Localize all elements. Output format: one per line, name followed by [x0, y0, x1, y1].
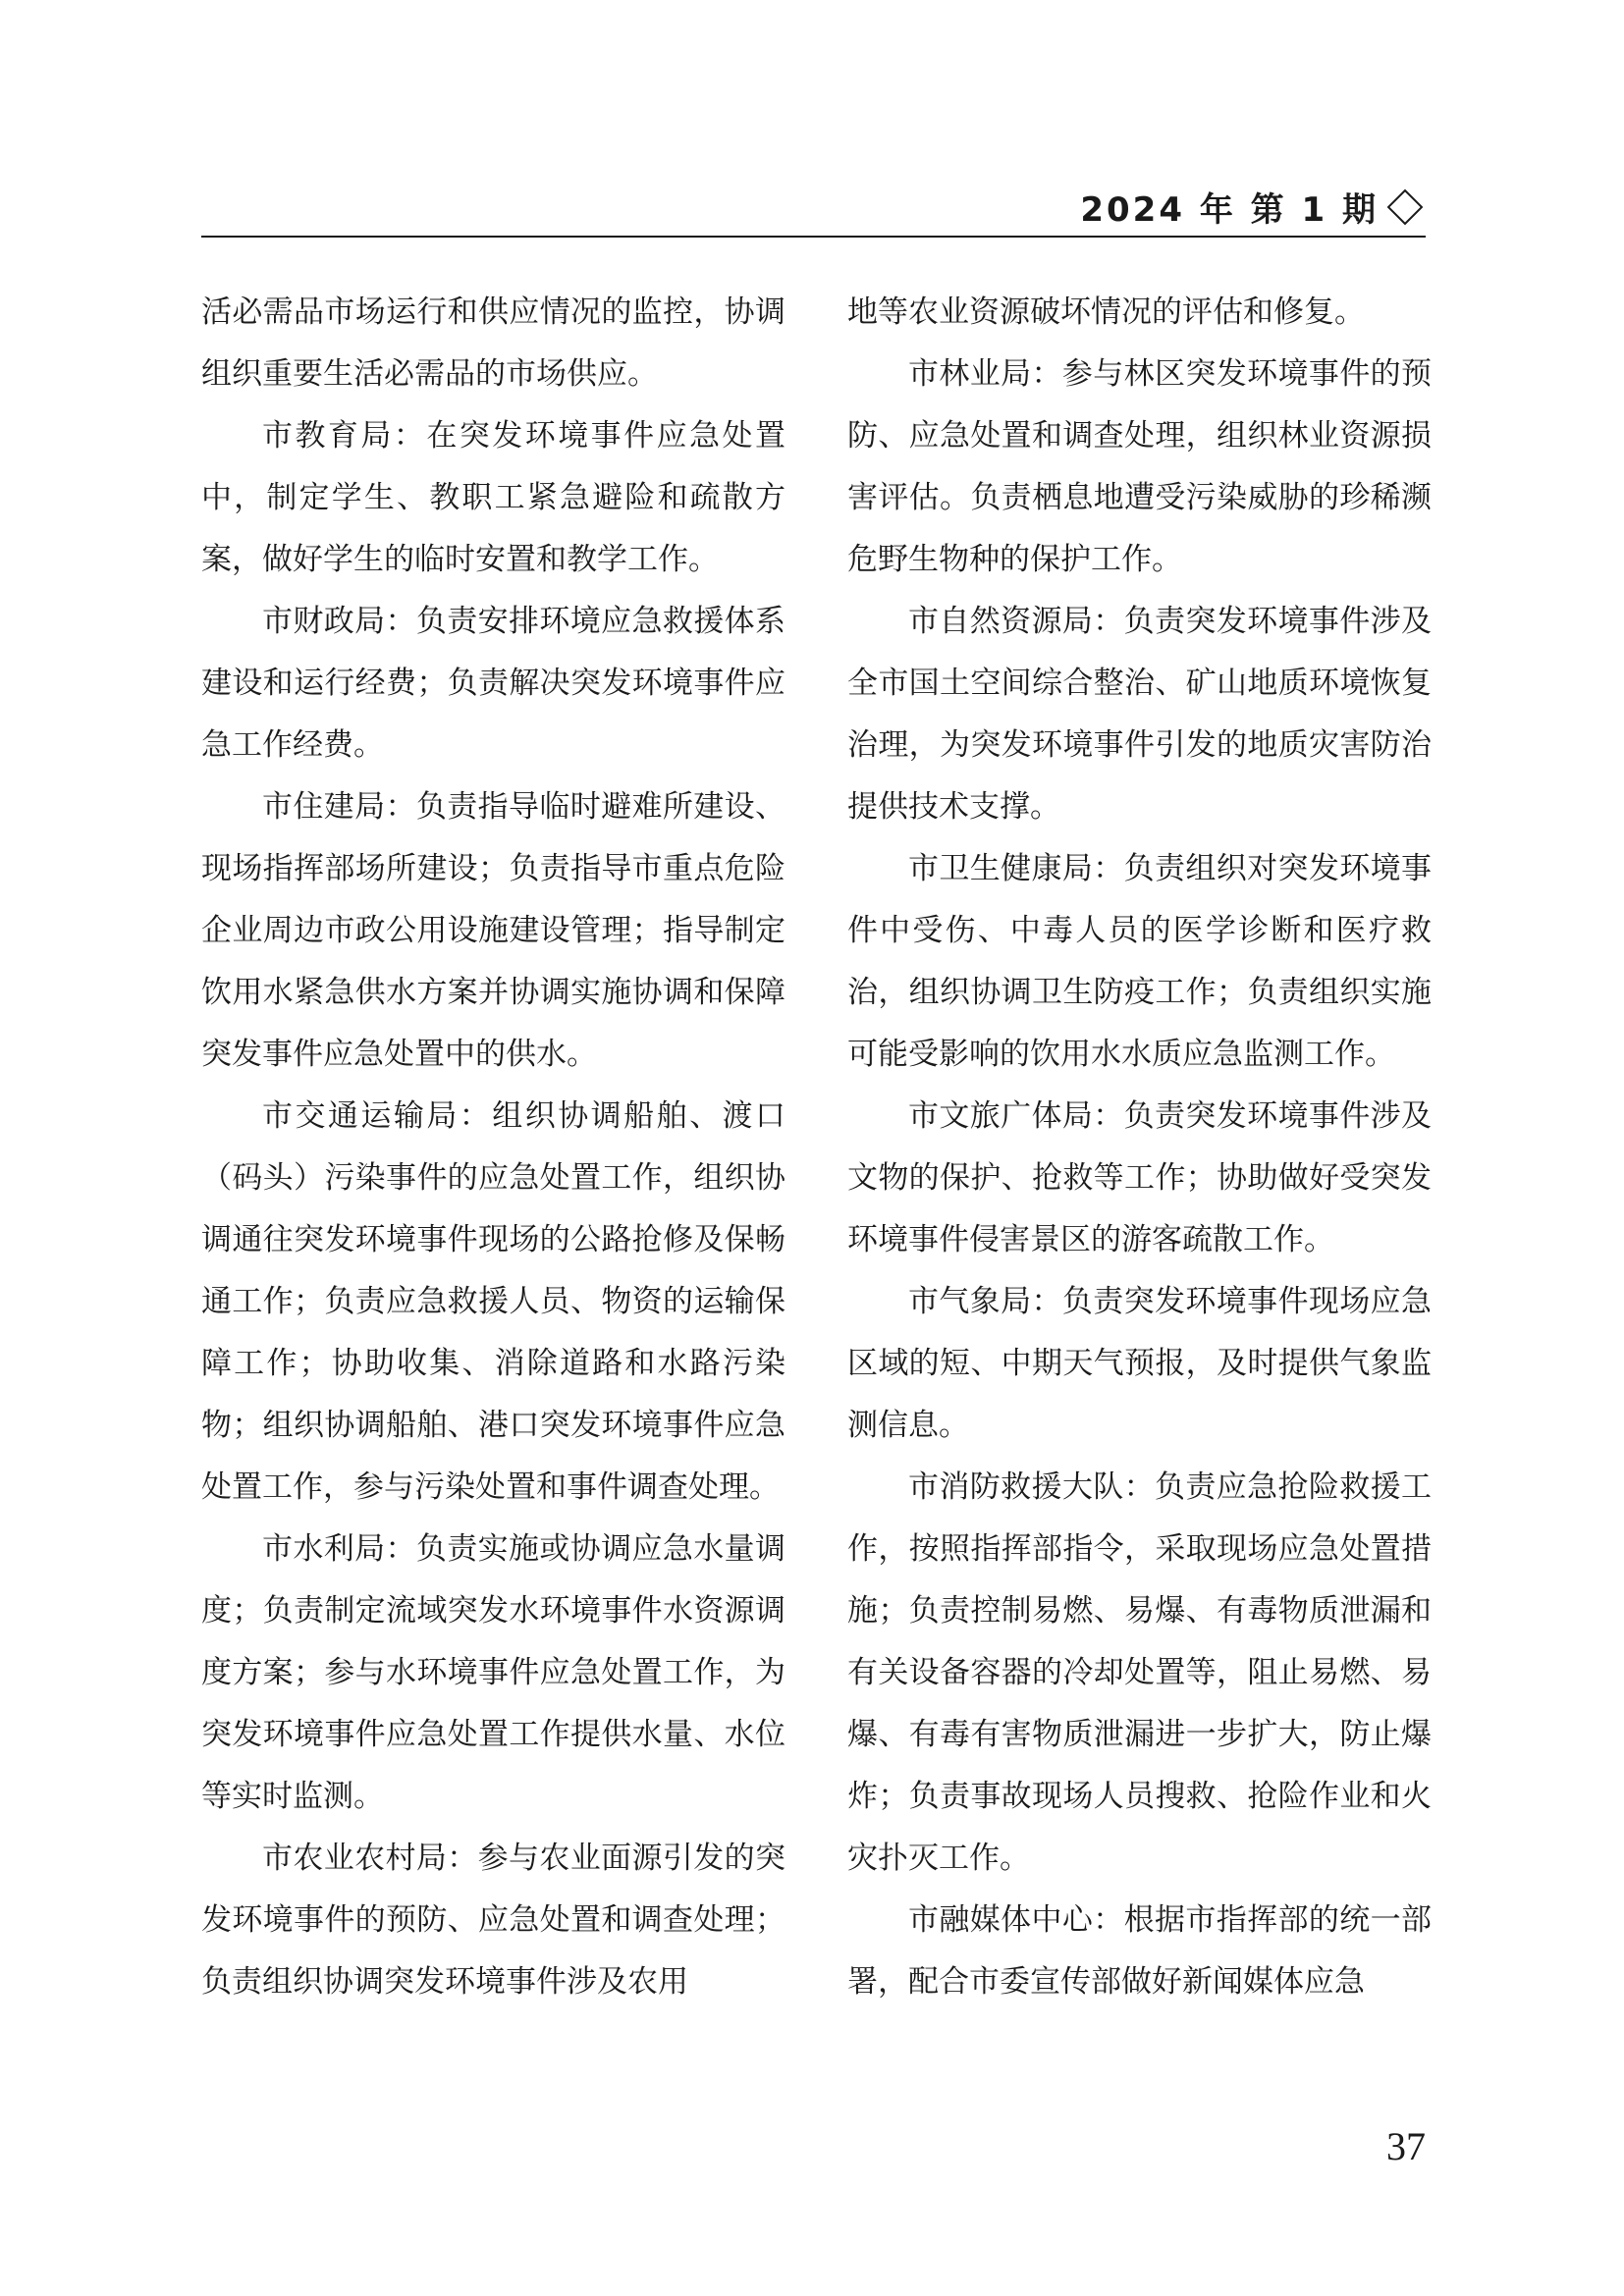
right-column: [847, 282, 1432, 2013]
paragraph: 市水利局：负责实施或协调应急水量调度；负责制定流域突发水环境事件水资源调度方案；参与水环境事件应急处置工作，为突发环境事件应急处置工作提供水量、水位等实时监测。: [201, 1531, 785, 1814]
paragraph: 活必需品市场运行和供应情况的监控，协调组织重要生活必需品的市场供应。: [201, 294, 785, 392]
paragraph: 市气象局：负责突发环境事件现场应急区域的短、中期天气预报，及时提供气象监测信息。: [847, 1284, 1432, 1443]
paragraph: 市融媒体中心：根据市指挥部的统一部署，配合市委宣传部做好新闻媒体应急: [847, 1902, 1432, 2000]
issue-label: [1080, 183, 1426, 231]
paragraph: 市卫生健康局：负责组织对突发环境事件中受伤、中毒人员的医学诊断和医疗救治，组织协调卫生防疫工作；负责组织实施可能受影响的饮用水水质应急监测工作。: [847, 851, 1432, 1072]
paragraph: 市农业农村局：参与农业面源引发的突发环境事件的预防、应急处置和调查处理；负责组织协调突发环境事件涉及农用: [201, 1841, 785, 2000]
paragraph: 地等农业资源破坏情况的评估和修复。: [847, 294, 1365, 330]
paragraph: 市住建局：负责指导临时避难所建设、现场指挥部场所建设；负责指导市重点危险企业周边市政公用设施建设管理；指导制定饮用水紧急供水方案并协调实施协调和保障突发事件应急处置中的供水。: [201, 789, 785, 1072]
paragraph: 市教育局：在突发环境事件应急处置中，制定学生、教职工紧急避险和疏散方案，做好学生的临时安置和教学工作。: [201, 418, 785, 577]
paragraph: 市财政局：负责安排环境应急救援体系建设和运行经费；负责解决突发环境事件应急工作经费。: [201, 604, 785, 763]
paragraph: 市交通运输局：组织协调船舶、渡口（码头）污染事件的应急处置工作，组织协调通往突发环境事件现场的公路抢修及保畅通工作；负责应急救援人员、物资的运输保障工作；协助收集、消除道路和水路污染物；组织协调船舶、港口突发环境事件应急处置工作，参与污染处置和事件调查处理。: [201, 1098, 785, 1505]
diamond-icon: [1387, 188, 1424, 225]
header-rule: [201, 236, 1426, 238]
paragraph: 市自然资源局：负责突发环境事件涉及全市国土空间综合整治、矿山地质环境恢复治理，为突发环境事件引发的地质灾害防治提供技术支撑。: [847, 604, 1432, 825]
page-number: 37: [1386, 2124, 1426, 2168]
issue-text: 2024 年 第 1 期: [1080, 190, 1379, 230]
paragraph: 市文旅广体局：负责突发环境事件涉及文物的保护、抢救等工作；协助做好受突发环境事件侵害景区的游客疏散工作。: [847, 1098, 1432, 1257]
running-header: [201, 179, 1426, 234]
paragraph: 市消防救援大队：负责应急抢险救援工作，按照指挥部指令，采取现场应急处置措施；负责控制易燃、易爆、有毒物质泄漏和有关设备容器的冷却处置等，阻止易燃、易爆、有毒有害物质泄漏进一步扩大，防止爆炸；负责事故现场人员搜救、抢险作业和火灾扑灭工作。: [847, 1469, 1432, 1876]
left-column: [201, 282, 785, 2013]
paragraph: 市林业局：参与林区突发环境事件的预防、应急处置和调查处理，组织林业资源损害评估。负责栖息地遭受污染威胁的珍稀濒危野生物种的保护工作。: [847, 356, 1432, 577]
